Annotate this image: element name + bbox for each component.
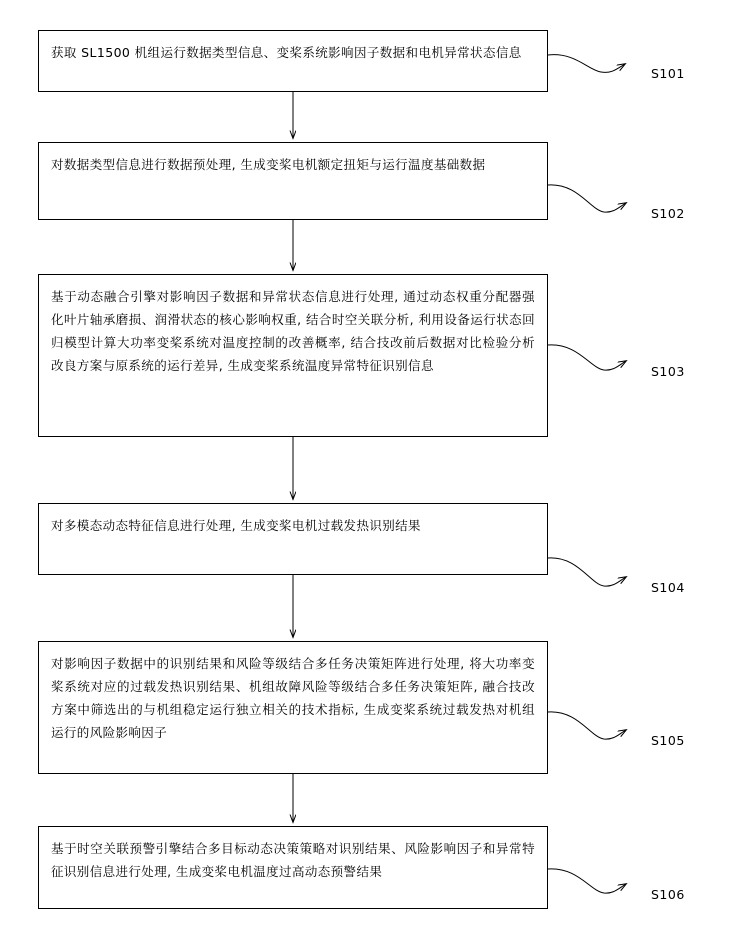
flow-step-box-s102: 对数据类型信息进行数据预处理, 生成变桨电机额定扭矩与运行温度基础数据 <box>38 142 548 220</box>
flow-step-label-s106: S106 <box>651 887 685 902</box>
flow-step-label-s103: S103 <box>651 364 685 379</box>
leader-s106 <box>548 869 626 893</box>
flow-step-box-s105: 对影响因子数据中的识别结果和风险等级结合多任务决策矩阵进行处理, 将大功率变桨系统对应的过载发热识别结果、机组故障风险等级结合多任务决策矩阵, 融合技改方案中筛选出的与机组稳定运行独立相关的技术指标, 生成变桨系统过载发热对机组运行的风险影响因子 <box>38 641 548 774</box>
leader-s102 <box>548 185 626 212</box>
flow-step-box-s106: 基于时空关联预警引擎结合多目标动态决策策略对识别结果、风险影响因子和异常特征识别信息进行处理, 生成变桨电机温度过高动态预警结果 <box>38 826 548 909</box>
flow-step-box-s103: 基于动态融合引擎对影响因子数据和异常状态信息进行处理, 通过动态权重分配器强化叶片轴承磨损、润滑状态的核心影响权重, 结合时空关联分析, 利用设备运行状态回归模型计算大功率变桨系统对温度控制的改善概率, 结合技改前后数据对比检验分析改良方案与原系统的运行差异, 生成变桨系统温度异常特征识别信息 <box>38 274 548 437</box>
flow-step-box-s101: 获取 SL1500 机组运行数据类型信息、变桨系统影响因子数据和电机异常状态信息 <box>38 30 548 92</box>
leader-s103 <box>548 345 626 370</box>
leader-s101 <box>548 55 625 73</box>
flow-step-label-s104: S104 <box>651 580 685 595</box>
leader-s105 <box>548 712 626 739</box>
flow-step-box-s104: 对多模态动态特征信息进行处理, 生成变桨电机过载发热识别结果 <box>38 503 548 575</box>
flow-step-label-s101: S101 <box>651 66 685 81</box>
flow-step-label-s105: S105 <box>651 733 685 748</box>
flow-step-label-s102: S102 <box>651 206 685 221</box>
leader-s104 <box>548 558 626 586</box>
